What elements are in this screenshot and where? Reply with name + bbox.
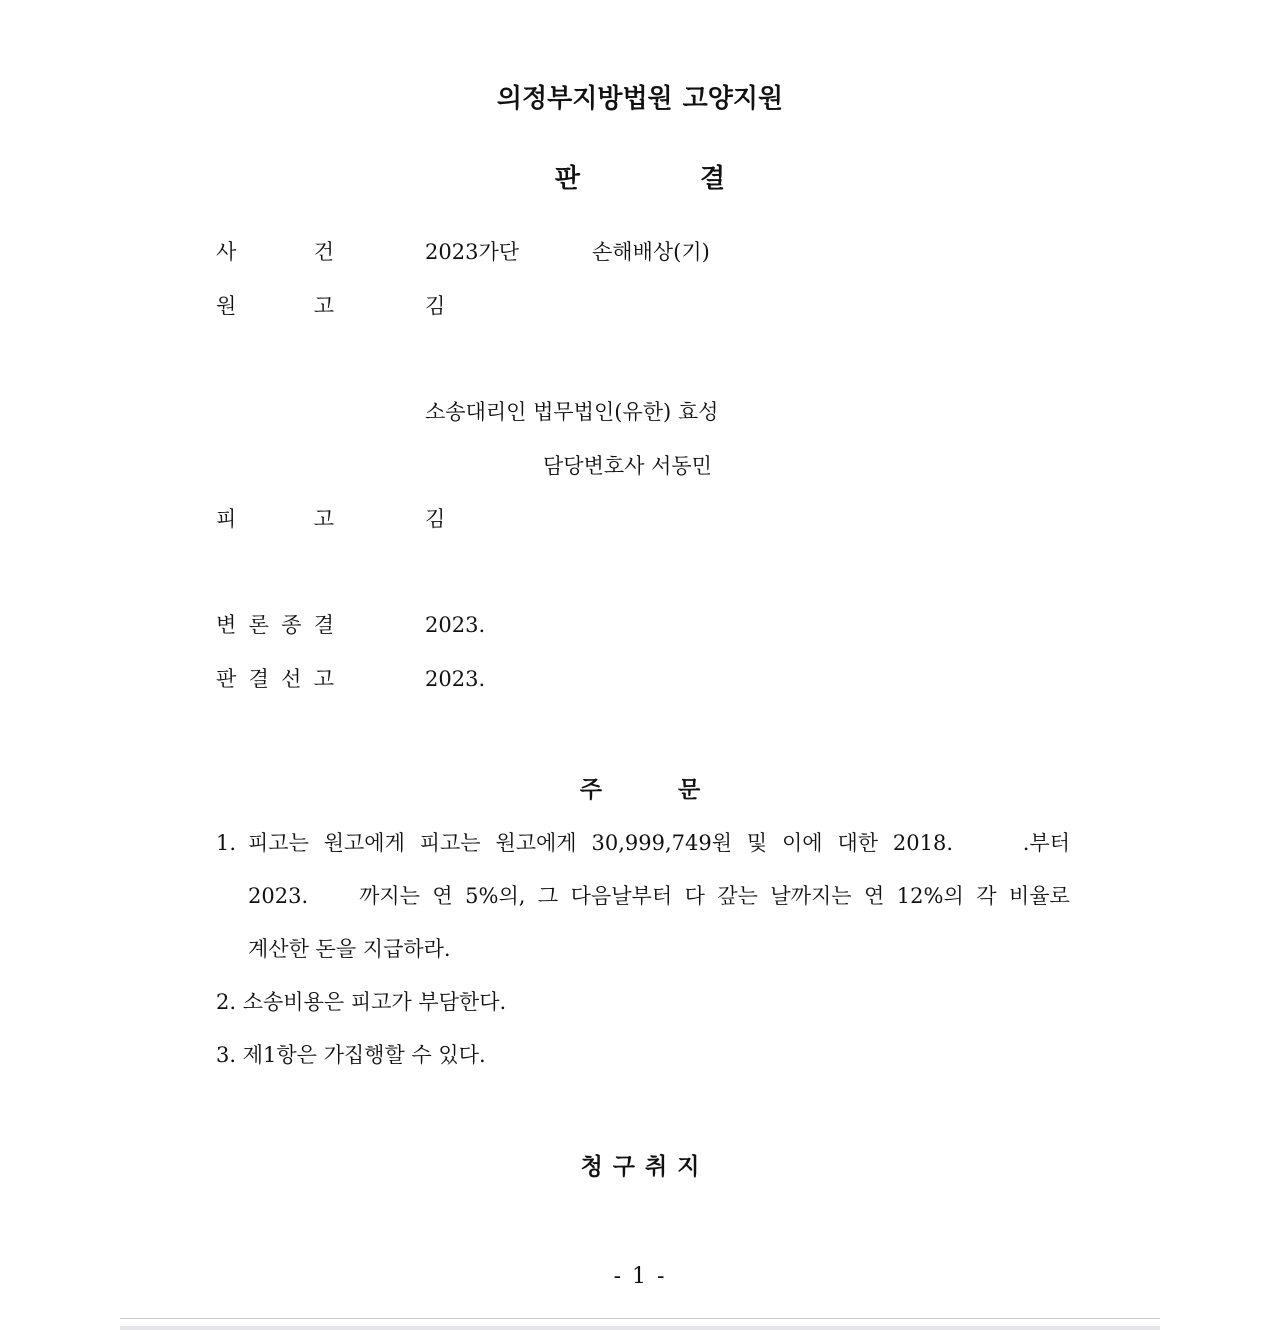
court-name (0, 78, 1280, 115)
order-word: 그 (537, 884, 559, 908)
ruling-label (216, 665, 334, 693)
order-word: 날까지는 (770, 884, 852, 908)
document-title-char-2: 결 (700, 164, 726, 194)
order-word: 다음날부터 (570, 884, 673, 908)
ruling-label-char: 판 (216, 667, 237, 691)
order-word: 5%의, (465, 884, 526, 908)
order-word: 비율로 (1008, 884, 1070, 908)
order-word: 이에 (782, 831, 823, 855)
page-bottom-divider (120, 1318, 1160, 1319)
court-name-branch: 고양지원 (682, 84, 784, 114)
order-item-1-line-1 (248, 829, 1070, 857)
order-item-1-line-2 (248, 882, 1070, 910)
case-label (216, 238, 334, 266)
closing-label-char: 종 (281, 613, 302, 637)
order-blank (321, 882, 347, 910)
order-word: 및 (746, 831, 768, 855)
order-item-3: 3. 제1항은 가집행할 수 있다. (216, 1043, 486, 1067)
closing-label (216, 611, 334, 639)
plaintiff-label-char-1: 원 (216, 294, 237, 318)
order-blank (968, 829, 1008, 857)
case-label-char-1: 사 (216, 240, 237, 264)
closing-date: 2023. (425, 613, 486, 637)
closing-label-char: 론 (248, 613, 269, 637)
plaintiff-name: 김 (425, 294, 446, 318)
ruling-label-char: 선 (281, 667, 302, 691)
closing-label-char: 결 (313, 613, 334, 637)
defendant-name: 김 (425, 507, 446, 531)
ruling-label-char: 고 (313, 667, 334, 691)
order-word: 까지는 (359, 884, 420, 908)
ruling-date: 2023. (425, 667, 486, 691)
claim-title-char: 구 (612, 1154, 635, 1180)
order-word: 다 (684, 884, 705, 908)
counsel-firm: 소송대리인 법무법인(유한) 효성 (425, 400, 719, 424)
defendant-label-char-1: 피 (216, 507, 237, 531)
order-word: 원고에게 (495, 831, 577, 855)
order-title-char-1: 주 (579, 777, 602, 803)
claim-title-char: 청 (580, 1154, 603, 1180)
defendant-label-char-2: 고 (313, 507, 334, 531)
order-word: 2023. (248, 884, 309, 908)
case-number: 2023가단 (425, 240, 520, 264)
plaintiff-label-char-2: 고 (313, 294, 334, 318)
claim-title-char: 지 (677, 1154, 700, 1180)
order-word: 12%의 (896, 884, 964, 908)
order-word: 30,999,749원 (591, 831, 732, 855)
document-title (0, 158, 1280, 195)
order-word: 갚는 (717, 884, 758, 908)
defendant-label (216, 505, 334, 533)
counsel-lawyer: 담당변호사 서동민 (543, 454, 712, 478)
court-name-main: 의정부지방법원 (496, 84, 673, 114)
order-word: 각 (976, 884, 997, 908)
order-item-1-number: 1. (216, 831, 237, 855)
case-label-char-2: 건 (313, 240, 334, 264)
order-item-2: 2. 소송비용은 피고가 부담한다. (216, 990, 507, 1014)
claim-title-char: 취 (645, 1154, 668, 1180)
claim-title (0, 1148, 1280, 1181)
order-word: 연 (864, 884, 885, 908)
order-word: 피고는 (419, 831, 481, 855)
order-word: 원고에게 (323, 831, 405, 855)
plaintiff-label (216, 292, 334, 320)
order-word: 연 (432, 884, 453, 908)
order-word: .부터 (1022, 831, 1070, 855)
case-name: 손해배상(기) (592, 240, 710, 264)
order-title-char-2: 문 (678, 777, 701, 803)
closing-label-char: 변 (216, 613, 237, 637)
order-title (0, 771, 1280, 804)
page-number: - 1 - (613, 1264, 667, 1289)
order-word: 2018. (892, 831, 954, 855)
document-title-char-1: 판 (554, 164, 580, 194)
order-item-1-line-3: 계산한 돈을 지급하라. (248, 937, 451, 961)
order-word: 대한 (837, 831, 879, 855)
page-bottom-band (120, 1326, 1160, 1330)
ruling-label-char: 결 (248, 667, 269, 691)
order-word: 피고는 (248, 831, 309, 855)
